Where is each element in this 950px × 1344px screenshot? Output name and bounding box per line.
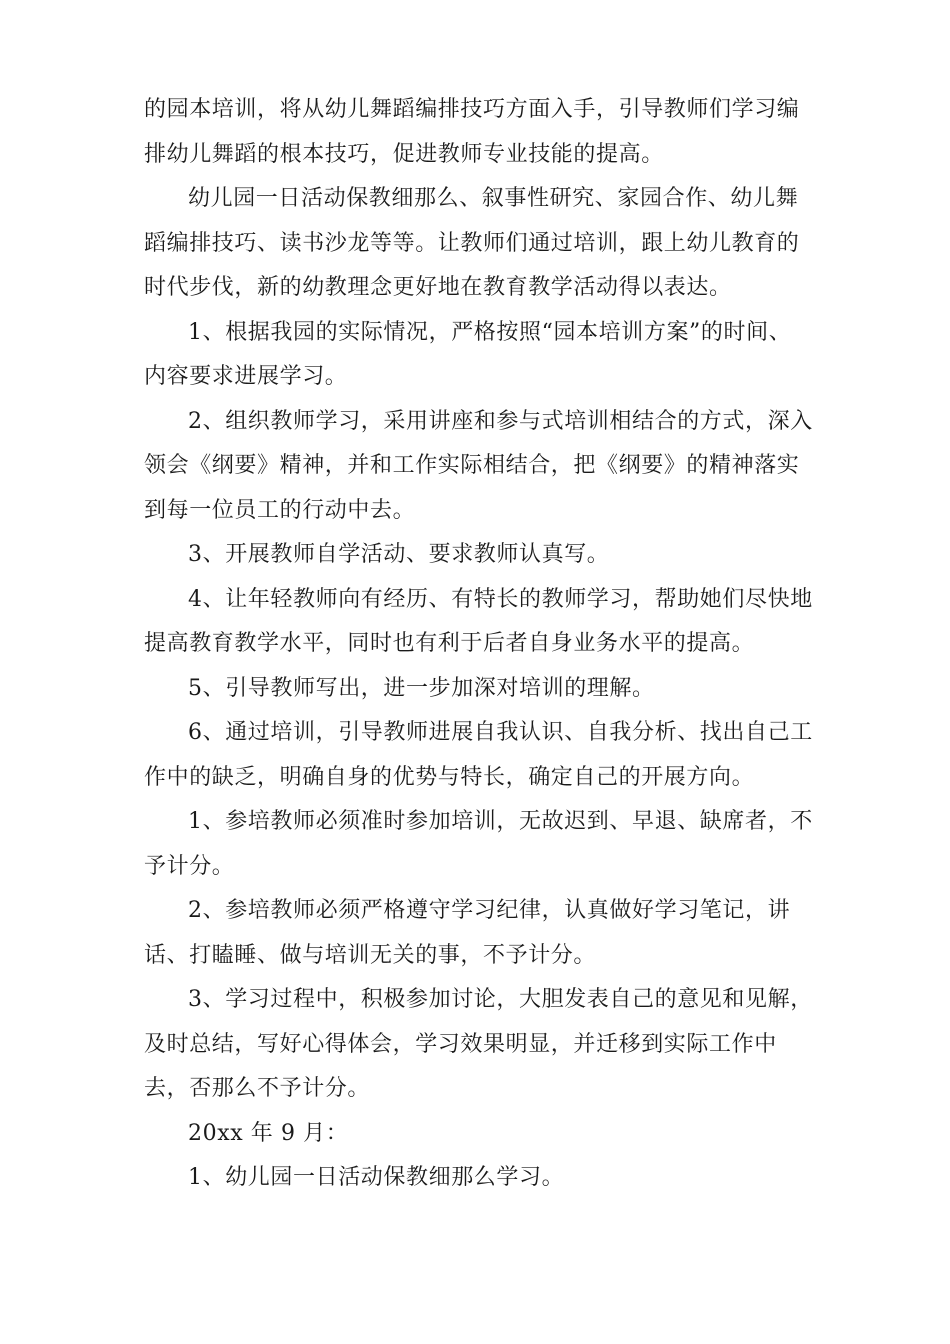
- text-line: 5、引导教师写出，进一步加深对培训的理解。: [188, 675, 655, 701]
- text-line: 4、让年轻教师向有经历、有特长的教师学习，帮助她们尽快地: [188, 586, 813, 612]
- text-line: 2、组织教师学习，采用讲座和参与式培训相结合的方式，深入: [188, 408, 813, 434]
- text-line: 1、参培教师必须准时参加培训，无故迟到、早退、缺席者，不: [188, 809, 813, 834]
- paragraph: [144, 667, 808, 712]
- text-line: 2、参培教师必须严格遵守学习纪律，认真做好学习笔记，讲: [188, 898, 791, 923]
- paragraph: [144, 578, 813, 667]
- text-line: 时代步伐，新的幼教理念更好地在教育教学活动得以表达。: [144, 275, 732, 300]
- text-line: 的园本培训，将从幼儿舞蹈编排技巧方面入手，引导教师们学习编: [144, 97, 800, 122]
- paragraph: [144, 800, 813, 889]
- text-line: 幼儿园一日活动保教细那么、叙事性研究、家园合作、幼儿舞: [188, 186, 799, 211]
- text-line: 到每一位员工的行动中去。: [144, 497, 416, 523]
- paragraph: [144, 88, 808, 177]
- text-line: 去，否那么不予计分。: [144, 1076, 371, 1101]
- text-line: 予计分。: [144, 853, 235, 879]
- date-heading: 20xx 年 9 月：: [188, 1120, 349, 1146]
- text-line: 6、通过培训，引导教师进展自我认识、自我分析、找出自己工: [188, 720, 813, 745]
- text-line: 3、学习过程中，积极参加讨论，大胆发表自己的意见和见解，: [188, 987, 813, 1012]
- paragraph: [144, 177, 808, 311]
- text-line: 内容要求进展学习。: [144, 364, 348, 389]
- paragraph: [144, 533, 808, 578]
- paragraph: [144, 889, 808, 978]
- text-line: 及时总结，写好心得体会，学习效果明显，并迁移到实际工作中: [144, 1031, 777, 1057]
- paragraph: [144, 1112, 808, 1157]
- text-line: 1、根据我园的实际情况，严格按照“园本培训方案”的时间、: [188, 319, 792, 345]
- paragraph: [144, 311, 808, 400]
- text-line: 作中的缺乏，明确自身的优势与特长，确定自己的开展方向。: [144, 764, 755, 790]
- text-line: 3、开展教师自学活动、要求教师认真写。: [188, 542, 610, 567]
- paragraph: [144, 400, 813, 534]
- text-line: 蹈编排技巧、读书沙龙等等。让教师们通过培训，跟上幼儿教育的: [144, 230, 800, 256]
- document-body: [144, 88, 813, 1201]
- paragraph: [144, 1156, 808, 1201]
- paragraph: [144, 711, 813, 800]
- paragraph: [144, 978, 813, 1112]
- text-line: 排幼儿舞蹈的根本技巧，促进教师专业技能的提高。: [144, 141, 664, 167]
- text-line: 话、打瞌睡、做与培训无关的事，不予计分。: [144, 942, 597, 968]
- text-line: 领会《纲要》精神，并和工作实际相结合，把《纲要》的精神落实: [144, 453, 800, 478]
- text-line: 提高教育教学水平，同时也有利于后者自身业务水平的提高。: [144, 631, 755, 656]
- text-line: 1、幼儿园一日活动保教细那么学习。: [188, 1165, 565, 1190]
